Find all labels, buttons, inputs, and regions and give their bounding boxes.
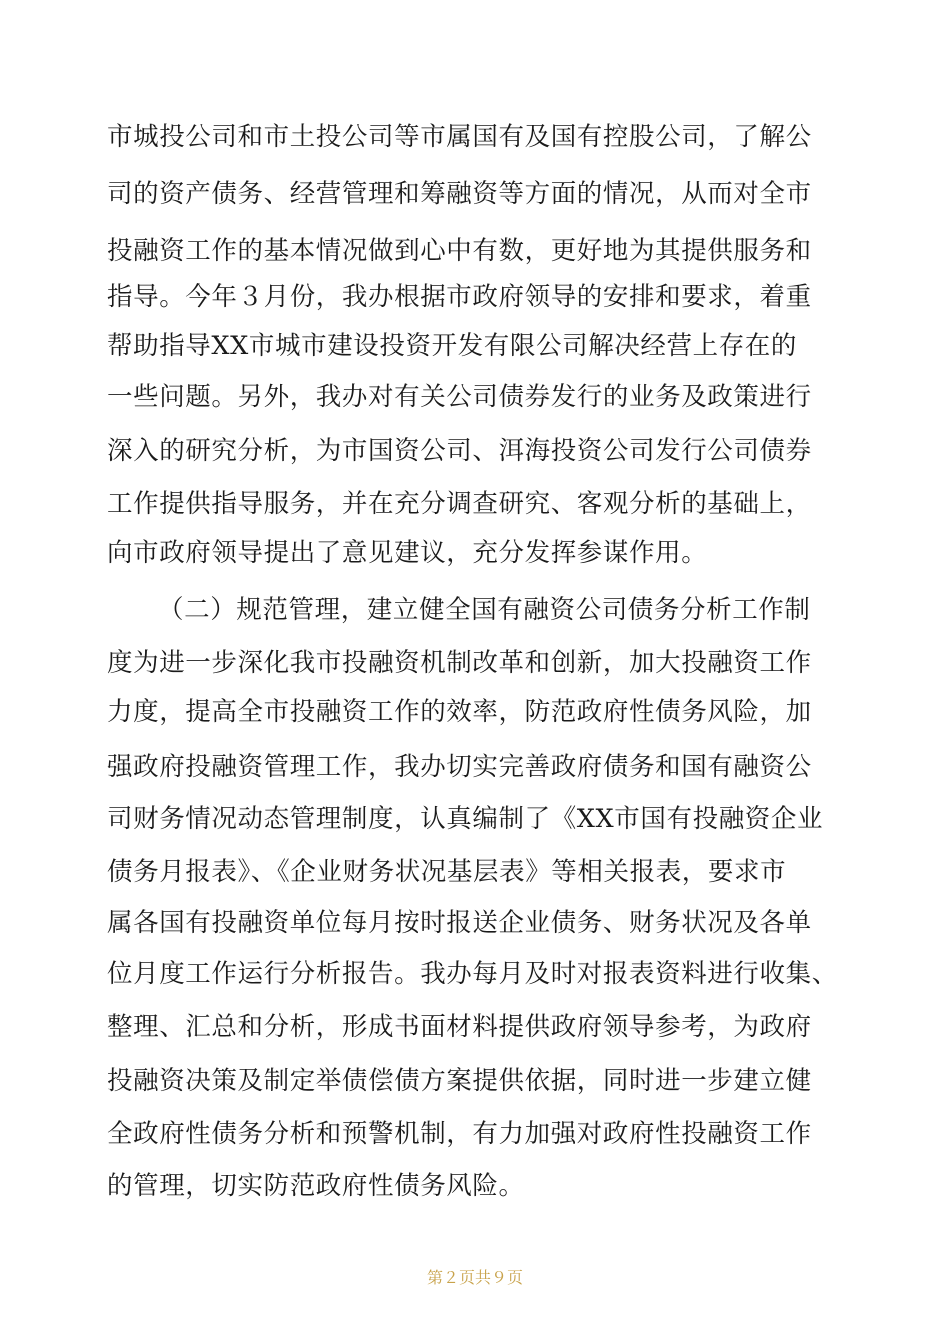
text-line: 一些问题。另外，我办对有关公司债券发行的业务及政策进行 xyxy=(107,382,812,412)
text-line: 深入的研究分析，为市国资公司、洱海投资公司发行公司债券 xyxy=(107,436,812,466)
text-line: 工作提供指导服务，并在充分调查研究、客观分析的基础上， xyxy=(107,489,812,519)
text-line: 的管理，切实防范政府性债务风险。 xyxy=(107,1171,525,1201)
text-line: 全政府性债务分析和预警机制，有力加强对政府性投融资工作 xyxy=(107,1119,812,1149)
text-line: 帮助指导XX市城市建设投资开发有限公司解决经营上存在的 xyxy=(107,331,798,361)
text-line: 司财务情况动态管理制度，认真编制了《XX市国有投融资企业 xyxy=(107,804,824,834)
text-line: 投融资工作的基本情况做到心中有数，更好地为其提供服务和 xyxy=(107,236,812,266)
text-line: 司的资产债务、经营管理和筹融资等方面的情况，从而对全市 xyxy=(107,179,812,209)
text-line: 位月度工作运行分析报告。我办每月及时对报表资料进行收集、 xyxy=(107,959,838,989)
text-line: 指导。今年３月份，我办根据市政府领导的安排和要求，着重 xyxy=(107,282,812,312)
page-number: 第２页共９页 xyxy=(426,1268,523,1287)
text-line: 投融资决策及制定举债偿债方案提供依据，同时进一步建立健 xyxy=(107,1066,812,1096)
text-line: 向市政府领导提出了意见建议，充分发挥参谋作用。 xyxy=(107,538,708,568)
section-heading-line: （二）规范管理，建立健全国有融资公司债务分析工作制 xyxy=(158,595,811,625)
text-line: 强政府投融资管理工作，我办切实完善政府债务和国有融资公 xyxy=(107,752,812,782)
text-line: 度为进一步深化我市投融资机制改革和创新，加大投融资工作 xyxy=(107,648,812,678)
text-line: 属各国有投融资单位每月按时报送企业债务、财务状况及各单 xyxy=(107,908,812,938)
text-line: 力度，提高全市投融资工作的效率，防范政府性债务风险，加 xyxy=(107,697,812,727)
text-line: 整理、汇总和分析，形成书面材料提供政府领导参考，为政府 xyxy=(107,1012,812,1042)
text-line: 债务月报表》、《企业财务状况基层表》等相关报表，要求市 xyxy=(107,857,787,887)
text-line: 市城投公司和市土投公司等市属国有及国有控股公司，了解公 xyxy=(107,122,812,152)
